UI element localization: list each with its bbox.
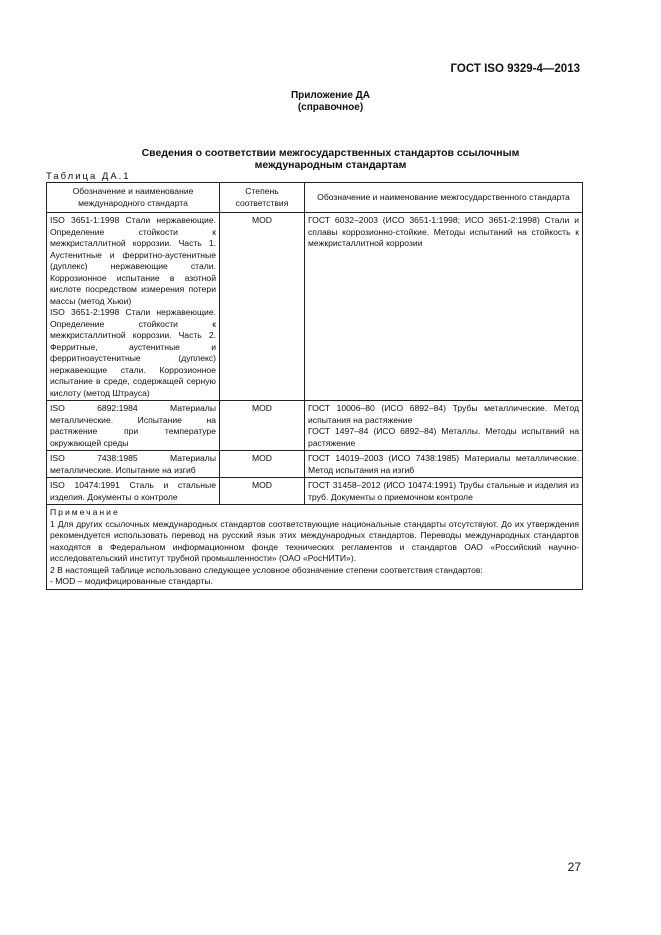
section-title-line2: международным стандартам xyxy=(254,159,407,171)
intl-standard-cell: ISO 10474:1991 Сталь и стальные изделия. Документы о контроле xyxy=(47,478,220,505)
header-intl-standard: Обозначение и наименование международного стандарта xyxy=(47,183,220,213)
degree-cell: MOD xyxy=(220,401,305,451)
intl-standard-cell: ISO 7438:1985 Материалы металлические. Испытание на изгиб xyxy=(47,451,220,478)
header-national-standard: Обозначение и наименование межгосударственного стандарта xyxy=(305,183,583,213)
national-standard-cell xyxy=(305,401,583,451)
note-item-3: - MOD – модифицированные стандарты. xyxy=(50,576,213,586)
section-title xyxy=(0,147,661,171)
table-note-row xyxy=(47,505,583,590)
national-standard-cell: ГОСТ 31458–2012 (ИСО 10474:1991) Трубы стальные и изделия из труб. Документы о приемочном контроле xyxy=(305,478,583,505)
annex-title: Приложение ДА xyxy=(290,90,371,101)
degree-cell: MOD xyxy=(220,451,305,478)
national-standard-text-2: ГОСТ 1497–84 (ИСО 6892–84) Металлы. Методы испытаний на растяжение xyxy=(308,426,579,448)
table-note xyxy=(47,505,583,590)
annex-heading xyxy=(0,90,661,114)
table-row xyxy=(47,213,583,401)
national-standard-text: ГОСТ 10006–80 (ИСО 6892–84) Трубы металлические. Метод испытания на растяжение xyxy=(308,403,579,425)
annex-subtitle: (справочное) xyxy=(297,102,364,113)
section-title-line1: Сведения о соответствии межгосударственных стандартов ссылочным xyxy=(141,147,520,159)
national-standard-text: ГОСТ 6032–2003 (ИСО 3651-1:1998; ИСО 3651-2:1998) Стали и сплавы коррозионно-стойкие. Методы испытаний на стойкость к межкристаллитной коррозии xyxy=(308,215,579,248)
intl-standard-text-2: ISO 3651-2:1998 Стали нержавеющие. Определение стойкости к межкристаллитной коррозии. Часть 2. Ферритные, аустенитные и ферритноаустенитные (дуплекс) нержавеющие стали. Коррозионное испытание в среде, содержащей серную кислоту (метод Штрауса) xyxy=(50,307,216,398)
page-number: 27 xyxy=(567,860,581,874)
table-row xyxy=(47,478,583,505)
standard-code-header: ГОСТ ISO 9329-4—2013 xyxy=(450,63,580,75)
national-standard-cell: ГОСТ 14019–2003 (ИСО 7438:1985) Материалы металлические. Метод испытания на изгиб xyxy=(305,451,583,478)
note-item-1: 1 Для других ссылочных международных стандартов соответствующие национальные стандарты отсутствуют. До их утверждения рекомендуется использовать перевод на русский язык этих международных стандартов. Переводы международных стандартов находятся в Федеральном информационном фонде технических регламентов и стандартов ОАО «Российский научно-исследовательский институт трубной промышленности» (ОАО «РосНИТИ»). xyxy=(50,518,579,563)
degree-cell: MOD xyxy=(220,478,305,505)
table-row xyxy=(47,401,583,451)
intl-standard-cell xyxy=(47,213,220,401)
national-standard-cell xyxy=(305,213,583,401)
note-item-2: 2 В настоящей таблице использовано следующее условное обозначение степени соответствия стандартов: xyxy=(50,564,483,575)
correspondence-table xyxy=(46,182,583,590)
intl-standard-cell: ISO 6892:1984 Материалы металлические. Испытание на растяжение при температуре окружающей среды xyxy=(47,401,220,451)
header-degree: Степень соответствия xyxy=(220,183,305,213)
intl-standard-text: ISO 3651-1:1998 Стали нержавеющие. Определение стойкости к межкристаллитной коррозии. Часть 1. Аустенитные и ферритно-аустенитные (дуплекс) нержавеющие стали. Коррозионное испытание в азотной кислоте посредством измерения потери массы (метод Хьюи) xyxy=(50,215,216,306)
note-title: Примечание xyxy=(50,507,120,517)
table-row xyxy=(47,451,583,478)
table-header-row xyxy=(47,183,583,213)
degree-cell: MOD xyxy=(220,213,305,401)
table-caption: Таблица ДА.1 xyxy=(46,171,131,182)
